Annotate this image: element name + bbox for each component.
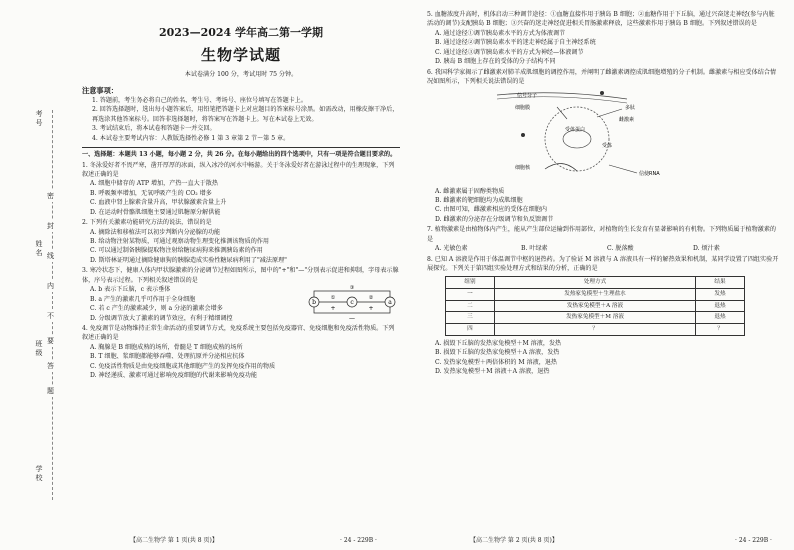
table-cell: 发热	[696, 289, 745, 301]
table-cell: 发热家兔模型＋生理盐水	[494, 289, 695, 301]
table-cell: 发热家兔模型＋A 溶液	[494, 300, 695, 312]
class-label: 班级	[35, 340, 43, 358]
footer-code-2: · 24 - 229B ·	[735, 537, 772, 544]
exam-meta: 本试卷满分 100 分，考试用时 75 分钟。	[184, 71, 298, 79]
option: A. 光敏色素	[435, 245, 468, 253]
table-cell: 三	[446, 312, 495, 324]
footer-page-2: 【高二生物学 第 2 页(共 8 页)】	[470, 537, 558, 544]
seal-char: 答	[47, 362, 54, 370]
footer-page-1: 【高二生物学 第 1 页(共 8 页)】	[130, 537, 218, 544]
minus-sign: —	[349, 315, 355, 323]
step-2: ②	[368, 295, 374, 302]
question-7: 7. 植物激素是由植物体内产生，能从产生部位运输到作用部位，对植物的生长发育有显著影响的有机物。下列物质属于植物激素的是	[427, 226, 777, 243]
label-rna: 信使RNA	[639, 170, 660, 177]
option: D. 雌激素的分泌存在分级调节和负反馈调节	[435, 215, 554, 223]
option-row	[427, 244, 779, 253]
option: D. 斯塔林证明通过摘除健康狗的胰腺造成实验性糖尿病利用了"减法原理"	[90, 256, 287, 264]
hormone-regulation-diagram	[304, 283, 400, 323]
table-cell: 发热家兔模型＋M 溶液	[494, 312, 695, 324]
seal-char: 密	[47, 192, 54, 200]
option: C. 若 c 产生的激素减少，则 a 分泌的激素会增多	[90, 305, 223, 313]
step-3: ③	[349, 285, 355, 292]
option: B. T 细胞、浆细胞都能够吞噬、处理抗原并分泌相应抗体	[90, 353, 245, 361]
option: D. 烦汁素	[693, 245, 720, 253]
option: A. 通过途径①调节胰岛素水平的方式为体液调节	[435, 29, 566, 37]
option: D. 发热家兔模型＋M 溶液＋A 溶液，退热	[435, 368, 550, 376]
seal-line	[52, 110, 53, 500]
option: C. 脱落酸	[607, 245, 634, 253]
question-3: 3. 寒冷状态下，健康人体内甲状腺激素的分泌调节过程如图所示，图中的"+"和"—"分别表示促进和抑制，字母表示腺体，序号表示过程。下列相关叙述错误的是	[82, 267, 399, 284]
school-label: 学校	[35, 465, 43, 483]
question-1: 1. 冬泳爱好者不畏严寒，凿开厚厚的冰面，纵入冰冷的河水中畅游。关于冬泳爱好者在游泳过程中的生理现象，下列叙述正确的是	[82, 161, 395, 178]
section-heading: 一、选择题：本题共 13 小题，每小题 2 分，共 26 分。在每小题给出的四个选项中，只有一项是符合题目要求的。	[82, 147, 400, 159]
seal-char: 不	[47, 312, 54, 320]
seal-char: 线	[47, 252, 54, 260]
question-6: 6. 我国科学家揭示了雌激素对肺羊成肌细胞的调控作用，并阐明了雌激素调控成肌细胞增殖的分子机制。雌激素与相应受体结合情况如图所示，下列相关说法错误的是	[427, 68, 777, 86]
label-estrogen: 雌激素	[619, 116, 635, 123]
table-cell: ？	[696, 324, 745, 336]
table-row	[446, 312, 745, 324]
option: C. 可以通过制备胰腺提取物注射给糖尿病狗来推测胰岛素的作用	[90, 247, 263, 255]
seal-char: 封	[47, 222, 54, 230]
table-header: 处理方式	[494, 277, 695, 289]
table-row	[446, 324, 745, 336]
left-column	[82, 10, 400, 381]
option: B. 给动物注射某物质，可通过观察动物生理变化推测该物质的作用	[90, 238, 269, 246]
table-cell: 四	[446, 324, 495, 336]
option: D. 在运动时骨骼肌细胞主要通过肌糖原分解供能	[90, 208, 221, 216]
notice-item: 4. 本试卷主要考试内容：人教版选择性必修 1 第 3 章第 2 节～第 5 章。	[92, 134, 290, 142]
exam-year-title: 2023—2024 学年高二第一学期	[158, 26, 324, 39]
exam-subject-title: 生物学试题	[200, 46, 281, 65]
option: A. 胸腺是 B 细胞成熟的场所，骨髓是 T 细胞成熟的场所	[90, 343, 243, 351]
step-1: ①	[330, 295, 336, 302]
option: D. 神经递质、激素可通过影响免疫细胞的代谢来影响免疫功能	[90, 372, 257, 380]
experiment-table	[445, 276, 745, 335]
seal-char: 题	[47, 387, 54, 395]
table-header: 组别	[446, 277, 495, 289]
option: A. b 表示下丘脑，c 表示垂体	[90, 286, 171, 294]
table-header: 结果	[696, 277, 745, 289]
label-multi: 多肽	[625, 104, 636, 111]
name-label: 姓名	[35, 240, 43, 258]
seal-char: 要	[47, 337, 54, 345]
option: C. 血液中肾上腺素含量升高，甲状腺激素含量上升	[90, 199, 227, 207]
option: C. 通过途径③调节胰岛素水平的方式为神经—体液调节	[435, 48, 584, 56]
option: B. 通过途径②调节胰岛素水平的迷走神经属于自主神经系统	[435, 39, 596, 47]
table-cell: 退热	[696, 300, 745, 312]
option: A. 摘除法和移植法可以初步判断内分泌腺的功能	[90, 228, 221, 236]
table-cell: ？	[494, 324, 695, 336]
option: D. 胰岛 B 细胞上存在的受体的分子结构不同	[435, 58, 556, 66]
right-column	[427, 10, 779, 376]
option: C. 免疫活性物质是由免疫细胞或其他细胞产生的发挥免疫作用的物质	[90, 362, 276, 370]
node-b: b	[312, 299, 316, 307]
option: A. 细胞中储存的 ATP 增加，产热一直大于散热	[90, 180, 218, 188]
table-row	[446, 289, 745, 301]
option: A. 雌激素属于固醇类物质	[435, 187, 505, 195]
question-5: 5. 血糖浓度升高时，机体启动三种调节途径：①血糖直接作用于胰岛 B 细胞；②血糖作用于下丘脑，通过兴奋迷走神经(参与内脏活动的调节)支配胰岛 B 细胞；③兴奋的迷走神经促进相关胃肠激素释放，这些激素作用于胰岛 B 细胞。下列叙述错误的是	[427, 11, 775, 28]
option: B. 叶绿素	[521, 245, 548, 253]
option: B. a 产生的激素几乎可作用于全身细胞	[90, 295, 196, 303]
plus-sign: +	[368, 305, 374, 313]
notice-item: 3. 考试结束后，将本试卷和答题卡一并交回。	[92, 125, 216, 133]
option: B. 雌激素的靶细胞均为成肌细胞	[435, 196, 523, 204]
option: B. 呼吸频率增加，无氧呼吸产生的 CO₂ 增多	[90, 189, 212, 197]
question-4: 4. 免疫调节是动物维持正常生命活动的重要调节方式，免疫系统主要包括免疫器官、免疫细胞和免疫活性物质。下列叙述正确的是	[82, 324, 395, 342]
label-membrane: 细胞膜	[515, 104, 531, 111]
label-signal: 信号分子	[517, 92, 538, 99]
binding-strip	[14, 110, 74, 500]
label-receptor: 受体蛋白	[565, 126, 586, 133]
node-c: c	[350, 299, 354, 307]
seal-char: 内	[47, 282, 54, 290]
table-cell: 一	[446, 289, 495, 301]
question-2: 2. 下列有关激素功能研究方法的说法，错误的是	[82, 219, 212, 227]
notice-heading: 注意事项：	[82, 85, 118, 95]
exam-no-label: 考号	[35, 110, 43, 128]
notice-item: 1. 答题前，考生务必将自己的姓名、考生号、考场号、座位号填写在答题卡上。	[92, 96, 307, 104]
option: C. 发热家兔模型＋两倍体积的 M 溶液，退热	[435, 358, 558, 366]
estrogen-receptor-diagram	[427, 87, 779, 187]
option: D. 分级调节放大了激素的调节效应，有利于精细调控	[90, 314, 233, 322]
table-row	[446, 300, 745, 312]
label-receptor-2: 受体	[602, 142, 613, 149]
notice-item: 2. 回答选择题时，选出每小题答案后，用铅笔把答题卡上对应题目的答案标号涂黑。如需改动，用橡皮擦干净后，再选涂其他答案标号。回答非选择题时，将答案写在答题卡上。写在本试卷上无效。	[92, 106, 399, 123]
table-cell: 退热	[696, 312, 745, 324]
table-cell: 二	[446, 300, 495, 312]
option: B. 损毁下丘脑的发热家兔模型＋A 溶液，发热	[435, 349, 560, 357]
node-a: a	[388, 299, 392, 307]
option: A. 损毁下丘脑的发热家兔模型＋M 溶液，发热	[435, 339, 562, 347]
label-nucleus: 细胞核	[515, 164, 531, 171]
option: C. 由图可知，雌激素相应的受体在细胞内	[435, 206, 547, 214]
plus-sign: +	[330, 305, 336, 313]
footer-code-1: · 24 - 229B ·	[340, 537, 377, 544]
question-8: 8. 已知 A 溶液是作用于体温调节中枢的退热药。为了验证 M 溶液与 A 溶液具有一样的解热效果和机制，某同学设置了四组实验开展探究。下列关于第四组实验处理方式和结果的分析，正确的是	[427, 255, 779, 272]
